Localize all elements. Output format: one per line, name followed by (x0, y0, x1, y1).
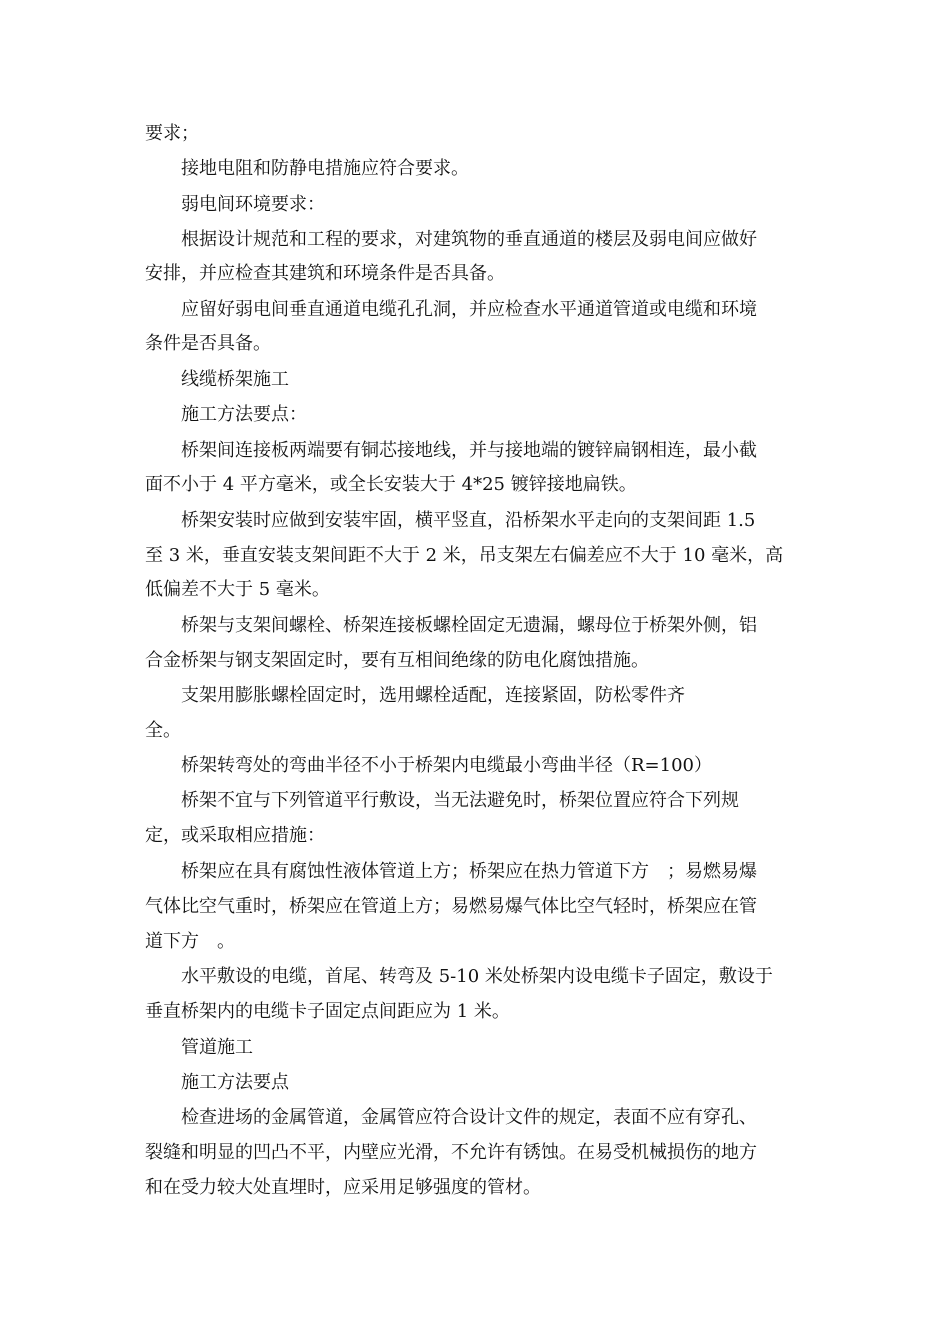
text-line-12: 桥架安装时应做到安装牢固，横平竖直，沿桥架水平走向的支架间距 1.5 (181, 510, 756, 531)
text-line-25: 水平敷设的电缆，首尾、转弯及 5-10 米处桥架内设电缆卡子固定，敷设于 (181, 966, 773, 987)
text-line-5: 安排，并应检查其建筑和环境条件是否具备。 (145, 263, 505, 284)
text-line-31: 和在受力较大处直埋时，应采用足够强度的管材。 (145, 1177, 541, 1198)
text-line-18: 全。 (145, 720, 181, 741)
text-line-9: 施工方法要点： (181, 404, 307, 425)
text-line-27: 管道施工 (181, 1037, 253, 1058)
text-line-15: 桥架与支架间螺栓、桥架连接板螺栓固定无遗漏，螺母位于桥架外侧，铝 (181, 615, 757, 636)
text-line-4: 根据设计规范和工程的要求，对建筑物的垂直通道的楼层及弱电间应做好 (181, 229, 757, 250)
text-line-30: 裂缝和明显的凹凸不平，内壁应光滑，不允许有锈蚀。在易受机械损伤的地方 (145, 1142, 757, 1163)
text-line-17: 支架用膨胀螺栓固定时，选用螺栓适配，连接紧固，防松零件齐 (181, 685, 685, 706)
text-line-22: 桥架应在具有腐蚀性液体管道上方；桥架应在热力管道下方 ；易燃易爆 (181, 861, 757, 882)
text-line-3: 弱电间环境要求： (181, 194, 325, 215)
text-line-2: 接地电阻和防静电措施应符合要求。 (181, 158, 469, 179)
text-line-20: 桥架不宜与下列管道平行敷设，当无法避免时，桥架位置应符合下列规 (181, 790, 739, 811)
text-line-14: 低偏差不大于 5 毫米。 (145, 579, 330, 600)
text-line-24: 道下方 。 (145, 931, 235, 952)
text-line-10: 桥架间连接板两端要有铜芯接地线，并与接地端的镀锌扁钢相连，最小截 (181, 440, 757, 461)
text-line-13: 至 3 米，垂直安装支架间距不大于 2 米，吊支架左右偏差应不大于 10 毫米，高 (145, 545, 784, 566)
text-line-11: 面不小于 4 平方毫米，或全长安装大于 4*25 镀锌接地扁铁。 (145, 474, 637, 495)
text-line-7: 条件是否具备。 (145, 333, 271, 354)
text-line-21: 定，或采取相应措施： (145, 825, 325, 846)
text-line-29: 检查进场的金属管道，金属管应符合设计文件的规定，表面不应有穿孔、 (181, 1107, 757, 1128)
text-line-26: 垂直桥架内的电缆卡子固定点间距应为 1 米。 (145, 1001, 510, 1022)
text-line-28: 施工方法要点 (181, 1072, 289, 1093)
text-line-1: 要求； (145, 123, 199, 144)
text-line-19: 桥架转弯处的弯曲半径不小于桥架内电缆最小弯曲半径（R=100） (181, 755, 712, 776)
text-line-16: 合金桥架与钢支架固定时，要有互相间绝缘的防电化腐蚀措施。 (145, 650, 649, 671)
text-line-23: 气体比空气重时，桥架应在管道上方；易燃易爆气体比空气轻时，桥架应在管 (145, 896, 757, 917)
text-line-8: 线缆桥架施工 (181, 369, 289, 390)
text-line-6: 应留好弱电间垂直通道电缆孔孔洞，并应检查水平通道管道或电缆和环境 (181, 299, 757, 320)
